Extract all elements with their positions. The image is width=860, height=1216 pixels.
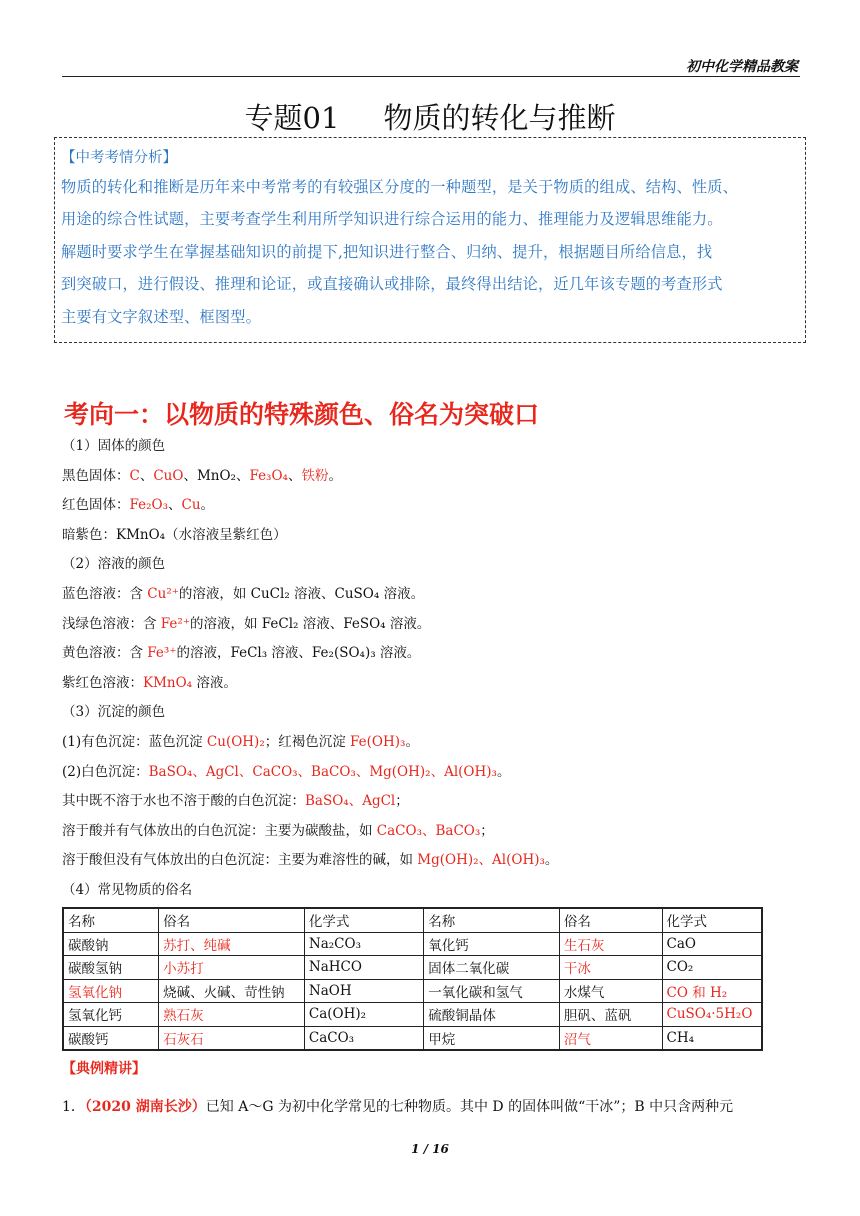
table-cell: 生石灰 [559,932,662,956]
subheading-solution-colors: （2）溶液的颜色 [62,556,166,573]
table-cell: NaHCO [304,956,423,980]
section-body [62,432,802,906]
table-row [63,932,762,956]
table-header-cell: 俗名 [559,908,662,932]
table-cell: CaO [662,932,762,956]
table-row [63,1003,762,1027]
table-cell: NaOH [304,979,423,1003]
table-cell: Na₂CO₃ [304,932,423,956]
table-header-cell: 俗名 [159,908,305,932]
base-precipitate-line: 溶于酸但没有气体放出的白色沉淀：主要为难溶性的碱，如 Mg(OH)₂、Al(OH)₃。 [62,852,559,869]
carbonate-precipitate-line: 溶于酸并有气体放出的白色沉淀：主要为碳酸盐，如 CaCO₃、BaCO₃； [62,822,494,839]
white-precipitate-line: (2)白色沉淀：BaSO₄、AgCl、CaCO₃、BaCO₃、Mg(OH)₂、Al(OH)₃。 [62,763,511,780]
common-names-table [62,907,763,1051]
header-rule [62,76,800,77]
purple-solid-line: 暗紫色：KMnO₄（水溶液呈紫红色） [62,526,287,543]
section-title: 考向一：以物质的特殊颜色、俗名为突破口 [64,400,540,429]
table-header-cell: 化学式 [304,908,423,932]
question-number: 1． [62,1099,85,1115]
table-cell: 碳酸钙 [63,1026,159,1050]
subheading-common-names: （4）常见物质的俗名 [62,881,193,898]
table-cell: 硫酸铜晶体 [424,1003,560,1027]
table-cell: 甲烷 [424,1026,560,1050]
example-question [62,1096,733,1116]
analysis-line: 物质的转化和推断是历年来中考常考的有较强区分度的一种题型，是关于物质的组成、结构、性质、 [61,178,739,196]
table-cell: CO 和 H₂ [662,979,762,1003]
table-cell: 水煤气 [559,979,662,1003]
table-cell: 氢氧化钙 [63,1003,159,1027]
subheading-precipitate-colors: （3）沉淀的颜色 [62,704,166,721]
table-cell: 碳酸氢钠 [63,956,159,980]
table-header-cell: 名称 [424,908,560,932]
colored-precipitate-line: (1)有色沉淀：蓝色沉淀 Cu(OH)₂；红褐色沉淀 Fe(OH)₃。 [62,733,419,750]
page-number: 1 / 16 [411,1142,449,1156]
example-heading: 【典例精讲】 [62,1061,146,1077]
table-cell: 氧化钙 [424,932,560,956]
table-cell: 沼气 [559,1026,662,1050]
table-cell: CuSO₄·5H₂O [662,1003,762,1027]
analysis-line: 用途的综合性试题，主要考查学生利用所学知识进行综合运用的能力、推理能力及逻辑思维能力。 [61,210,723,229]
analysis-line: 解题时要求学生在掌握基础知识的前提下,把知识进行整合、归纳、提升，根据题目所给信息，找 [61,242,713,261]
question-source: （2020 湖南长沙） [84,1099,206,1115]
table-cell: 小苏打 [159,956,305,980]
table-header-row [63,908,762,932]
table-cell: Ca(OH)₂ [304,1003,423,1027]
table-cell: 石灰石 [159,1026,305,1050]
table-row [63,1026,762,1050]
title-topic-name: 物质的转化与推断 [383,101,616,135]
analysis-box [54,137,806,343]
violet-solution-line: 紫红色溶液：KMnO₄ 溶液。 [62,674,237,691]
table-row [63,979,762,1003]
yellow-solution-line: 黄色溶液：含 Fe³⁺的溶液，FeCl₃ 溶液、Fe₂(SO₄)₃ 溶液。 [62,645,421,662]
table-cell: 氢氧化钠 [63,979,159,1003]
table-cell: 烧碱、火碱、苛性钠 [159,979,305,1003]
analysis-line: 主要有文字叙述型、框图型。 [61,307,262,326]
table-cell: CH₄ [662,1026,762,1050]
table-cell: 固体二氧化碳 [424,956,560,980]
table-header-cell: 名称 [63,908,159,932]
blue-solution-line: 蓝色溶液：含 Cu²⁺的溶液，如 CuCl₂ 溶液、CuSO₄ 溶液。 [62,585,425,602]
table-cell: CO₂ [662,956,762,980]
table-cell: CaCO₃ [304,1026,423,1050]
title-topic-number: 专题01 [244,101,340,135]
analysis-heading: 【中考考情分析】 [61,150,177,166]
table-cell: 胆矾、蓝矾 [559,1003,662,1027]
table-cell: 干冰 [559,956,662,980]
table-cell: 一氧化碳和氢气 [424,979,560,1003]
table-row [63,956,762,980]
table-cell: 熟石灰 [159,1003,305,1027]
red-solids-line: 红色固体：Fe₂O₃、Cu。 [62,497,215,514]
page-title [0,96,860,137]
green-solution-line: 浅绿色溶液：含 Fe²⁺的溶液，如 FeCl₂ 溶液、FeSO₄ 溶液。 [62,615,431,632]
question-text: 已知 A～G 为初中化学常见的七种物质。其中 D 的固体叫做“干冰”；B 中只含两种元 [205,1099,734,1115]
subheading-solid-colors: （1）固体的颜色 [62,438,166,454]
black-solids-line: 黑色固体：C、CuO、MnO₂、Fe₃O₄、铁粉。 [62,467,342,484]
header-text: 初中化学精品教案 [686,59,798,75]
table-header-cell: 化学式 [662,908,762,932]
insoluble-precipitate-line: 其中既不溶于水也不溶于酸的白色沉淀：BaSO₄、AgCl； [62,793,409,810]
analysis-line: 到突破口，进行假设、推理和论证，或直接确认或排除，最终得出结论，近几年该专题的考查形式 [61,275,723,294]
table-cell: 苏打、纯碱 [159,932,305,956]
table-cell: 碳酸钠 [63,932,159,956]
